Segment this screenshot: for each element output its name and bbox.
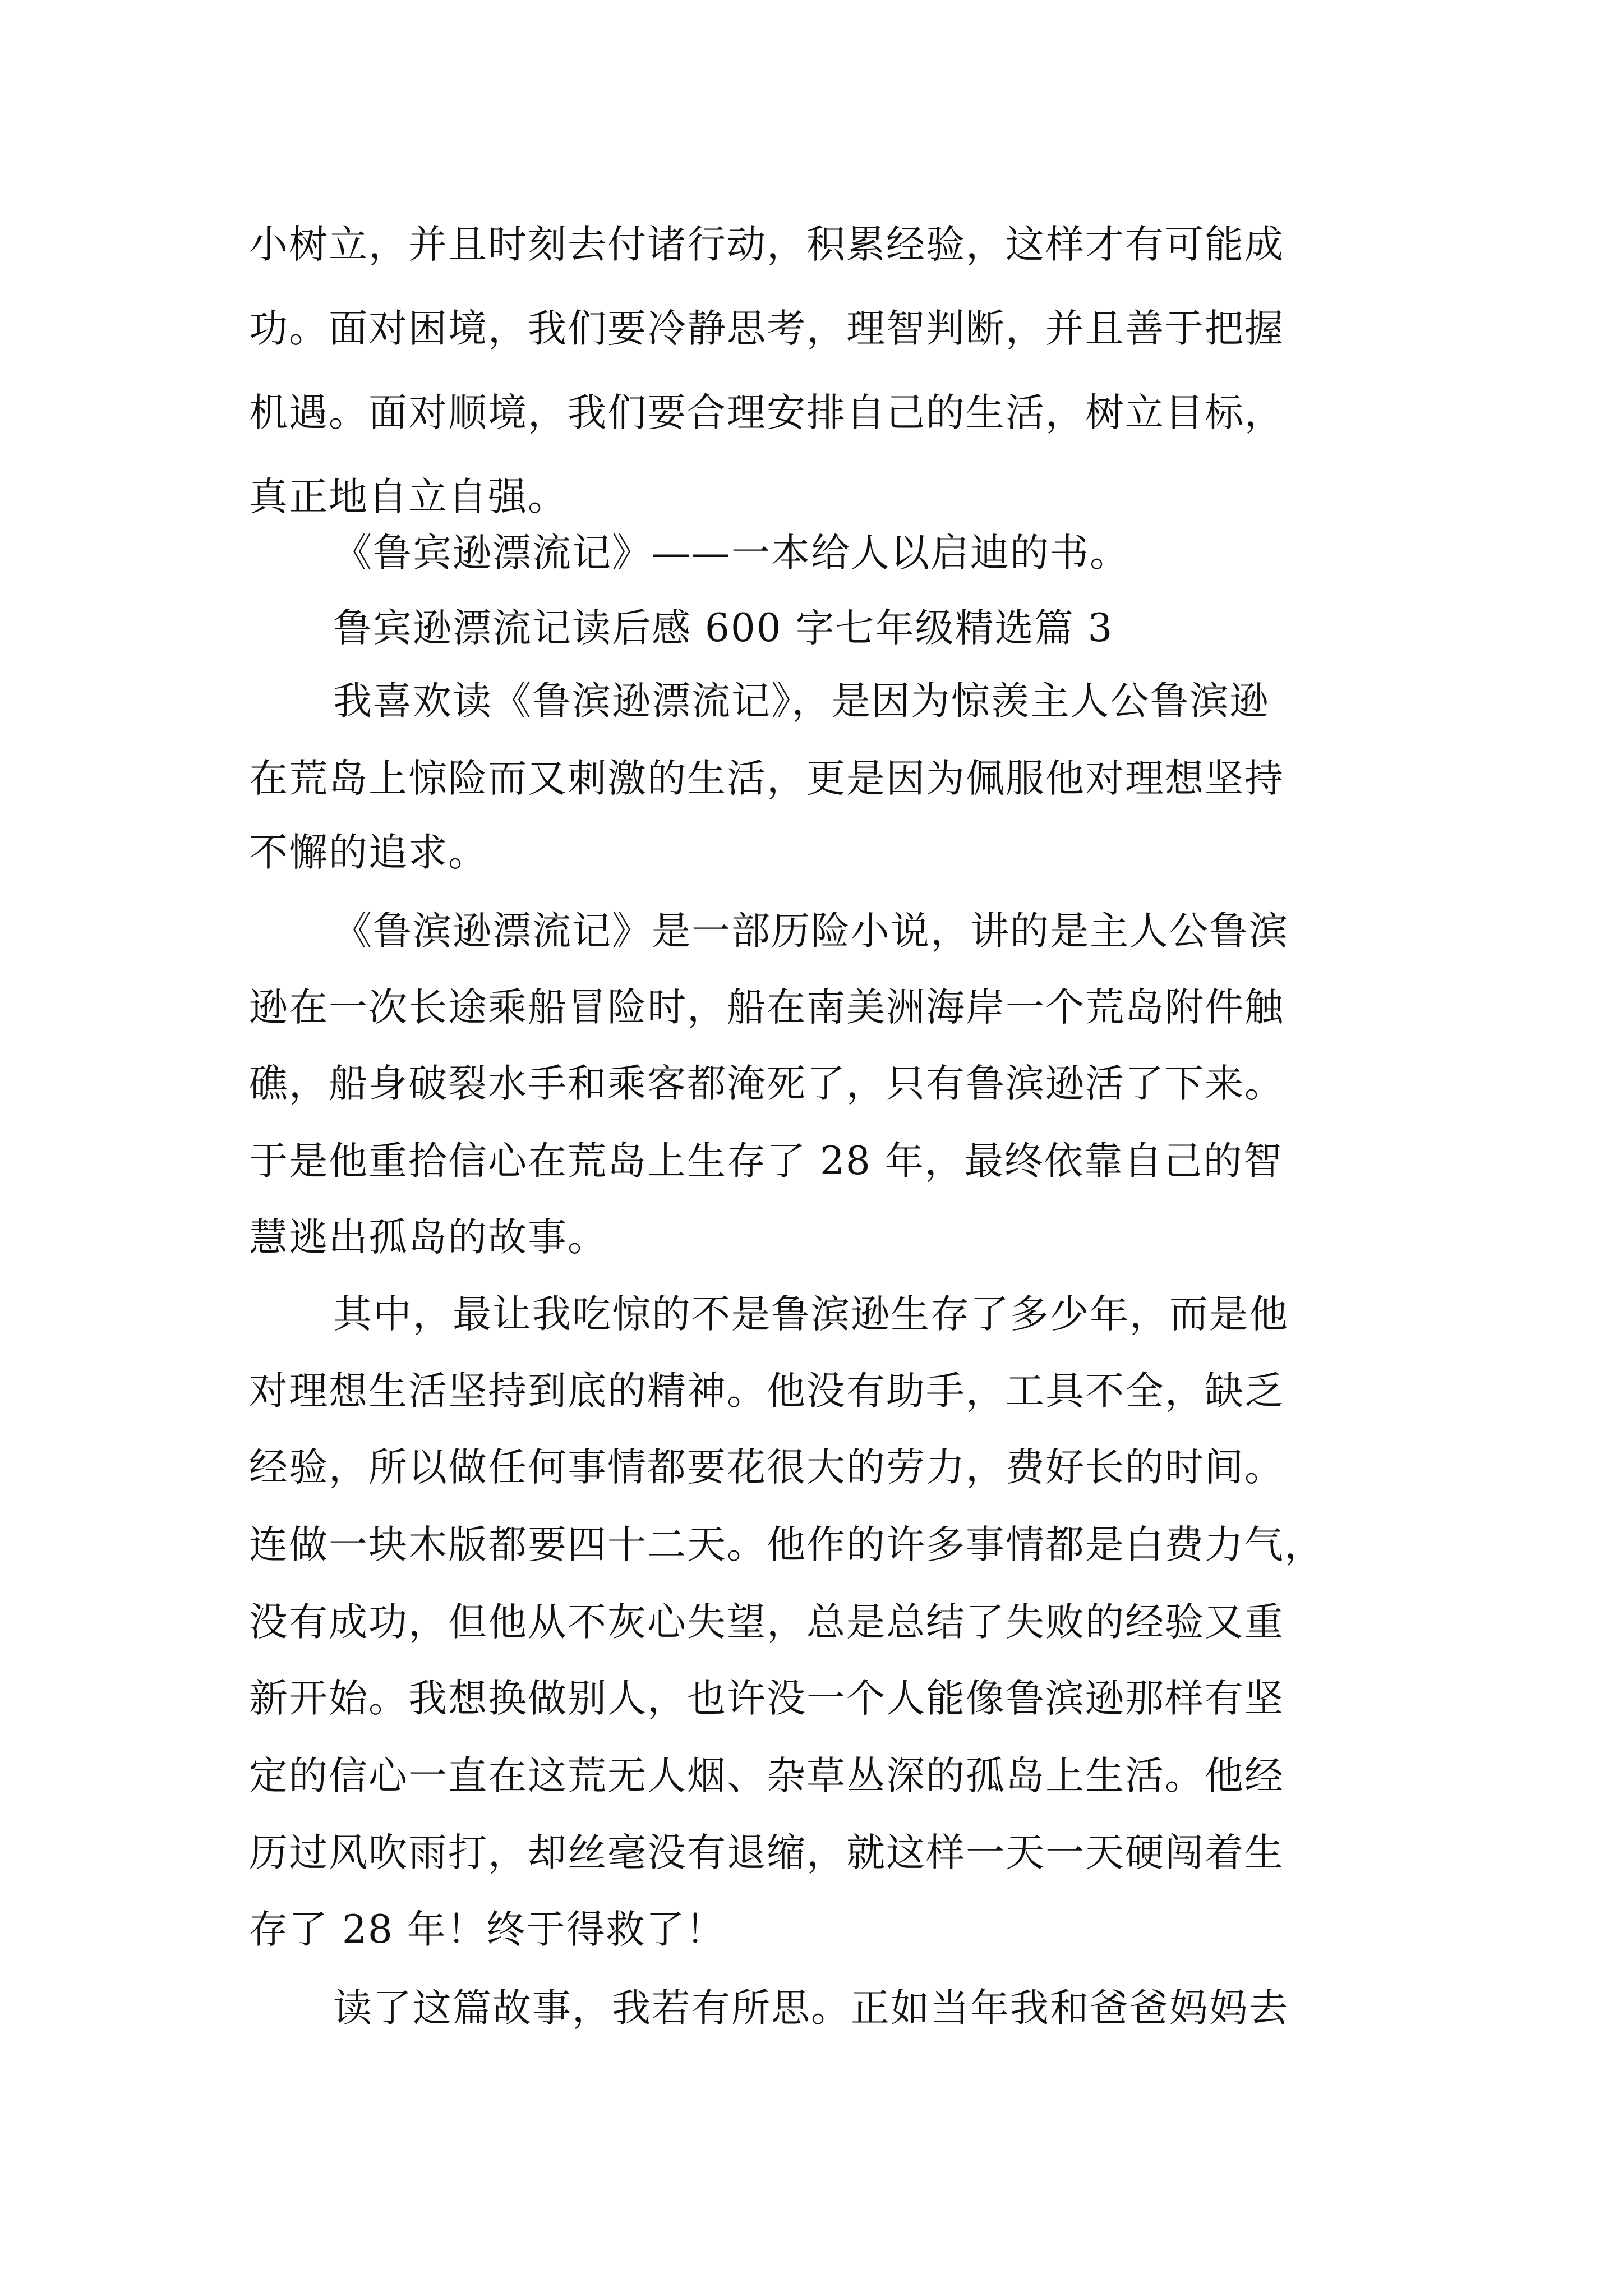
text-line: 存了 28 年！终于得救了！ (249, 1907, 726, 1952)
text-line: 机遇。面对顺境，我们要合理安排自己的生活，树立目标， (249, 390, 1284, 435)
text-line: 新开始。我想换做别人，也许没一个人能像鲁滨逊那样有坚 (249, 1676, 1284, 1721)
text-line: 慧逃出孤岛的故事。 (249, 1215, 607, 1260)
text-line: 真正地自立自强。 (249, 475, 568, 519)
text-line: 我喜欢读《鲁滨逊漂流记》，是因为惊羡主人公鲁滨逊 (333, 679, 1270, 724)
text-line: 逊在一次长途乘船冒险时，船在南美洲海岸一个荒岛附件触 (249, 985, 1284, 1030)
text-line: 不懈的追求。 (249, 830, 488, 875)
section-heading: 鲁宾逊漂流记读后感 600 字七年级精选篇 3 (333, 606, 1114, 651)
text-line: 功。面对困境，我们要冷静思考，理智判断，并且善于把握 (249, 306, 1284, 351)
text-line: 读了这篇故事，我若有所思。正如当年我和爸爸妈妈去 (333, 1986, 1289, 2031)
text-line: 其中，最让我吃惊的不是鲁滨逊生存了多少年，而是他 (333, 1292, 1289, 1337)
text-line: 在荒岛上惊险而又刺激的生活，更是因为佩服他对理想坚持 (249, 756, 1284, 801)
text-line: 《鲁滨逊漂流记》是一部历险小说，讲的是主人公鲁滨 (333, 909, 1289, 954)
text-line: 《鲁宾逊漂流记》——一本给人以启迪的书。 (333, 531, 1129, 576)
text-line: 小树立，并且时刻去付诸行动，积累经验，这样才有可能成 (249, 222, 1284, 267)
text-line: 定的信心一直在这荒无人烟、杂草丛深的孤岛上生活。他经 (249, 1754, 1284, 1798)
text-line: 历过风吹雨打，却丝毫没有退缩，就这样一天一天硬闯着生 (249, 1830, 1284, 1875)
text-line: 于是他重拾信心在荒岛上生存了 28 年，最终依靠自己的智 (249, 1139, 1283, 1184)
text-line: 对理想生活坚持到底的精神。他没有助手，工具不全，缺乏 (249, 1369, 1284, 1414)
text-line: 没有成功，但他从不灰心失望，总是总结了失败的经验又重 (249, 1600, 1284, 1645)
text-line: 连做一块木版都要四十二天。他作的许多事情都是白费力气， (249, 1522, 1324, 1567)
text-line: 礁，船身破裂水手和乘客都淹死了，只有鲁滨逊活了下来。 (249, 1061, 1284, 1106)
text-line: 经验，所以做任何事情都要花很大的劳力，费好长的时间。 (249, 1445, 1284, 1490)
